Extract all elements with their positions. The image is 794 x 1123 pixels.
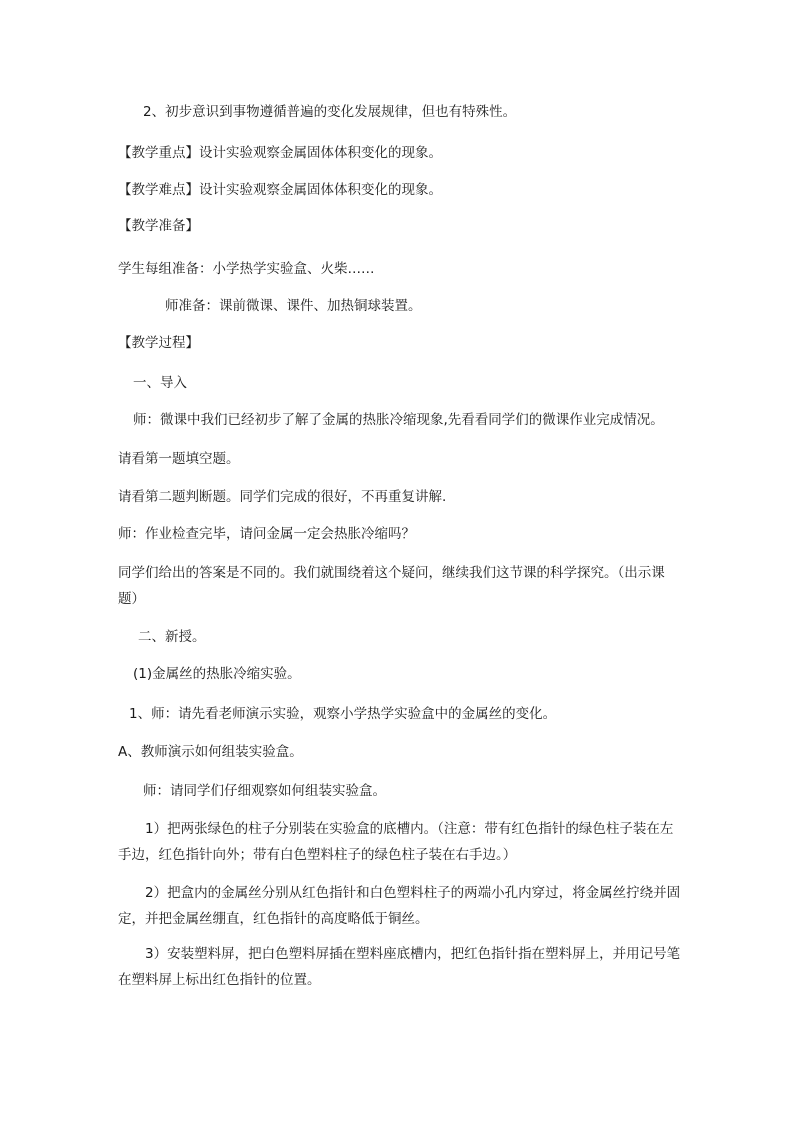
goal-2-line: 2、初步意识到事物遵循普遍的变化发展规律，但也有特殊性。	[143, 104, 517, 120]
step-a-line: A、教师演示如何组装实验盒。	[118, 744, 303, 760]
preparation-heading: 【教学准备】	[118, 218, 199, 234]
difficulty-line: 【教学难点】设计实验观察金属固体体积变化的现象。	[118, 182, 442, 198]
teacher-line-2: 师：作业检查完毕，请问金属一定会热胀冷缩吗？	[118, 526, 415, 542]
look-q1-line: 请看第一题填空题。	[118, 451, 240, 467]
look-q2-line: 请看第二题判断题。同学们完成的很好，不再重复讲解.	[118, 489, 447, 505]
sub-step-2-para: 2）把盒内的金属丝分别从红色指针和白色塑料柱子的两端小孔内穿过，将金属丝拧绕并固定，并把金属丝绷直，红色指针的高度略低于铜丝。	[118, 885, 681, 927]
student-prep-line: 学生每组准备：小学热学实验盒、火柴……	[118, 261, 375, 277]
process-heading: 【教学过程】	[118, 335, 199, 351]
students-answer-para: 同学们给出的答案是不同的。我们就围绕着这个疑问，继续我们这节课的科学探究。（出示课题）	[118, 565, 665, 607]
sub-step-1-para: 1）把两张绿色的柱子分别装在实验盒的底槽内。（注意：带有红色指针的绿色柱子装在左手边，红色指针向外；带有白色塑料柱子的绿色柱子装在右手边。）	[118, 821, 674, 863]
key-point-line: 【教学重点】设计实验观察金属固体体积变化的现象。	[118, 145, 442, 161]
section-1-heading: 一、导入	[133, 375, 187, 391]
teacher-prep-line: 师准备：课前微课、课件、加热铜球装置。	[165, 298, 422, 314]
section-2-heading: 二、新授。	[138, 629, 206, 645]
teacher-line-1: 师：微课中我们已经初步了解了金属的热胀冷缩现象,先看看同学们的微课作业完成情况。	[133, 412, 664, 428]
step-1-line: 1、师：请先看老师演示实验，观察小学热学实验盒中的金属丝的变化。	[129, 706, 557, 722]
experiment-1-heading: (1)金属丝的热胀冷缩实验。	[133, 666, 301, 682]
teacher-line-3: 师：请同学们仔细观察如何组装实验盒。	[143, 783, 386, 799]
sub-step-3-para: 3）安装塑料屏，把白色塑料屏插在塑料座底槽内，把红色指针指在塑料屏上，并用记号笔在塑料屏上标出红色指针的位置。	[118, 946, 681, 988]
